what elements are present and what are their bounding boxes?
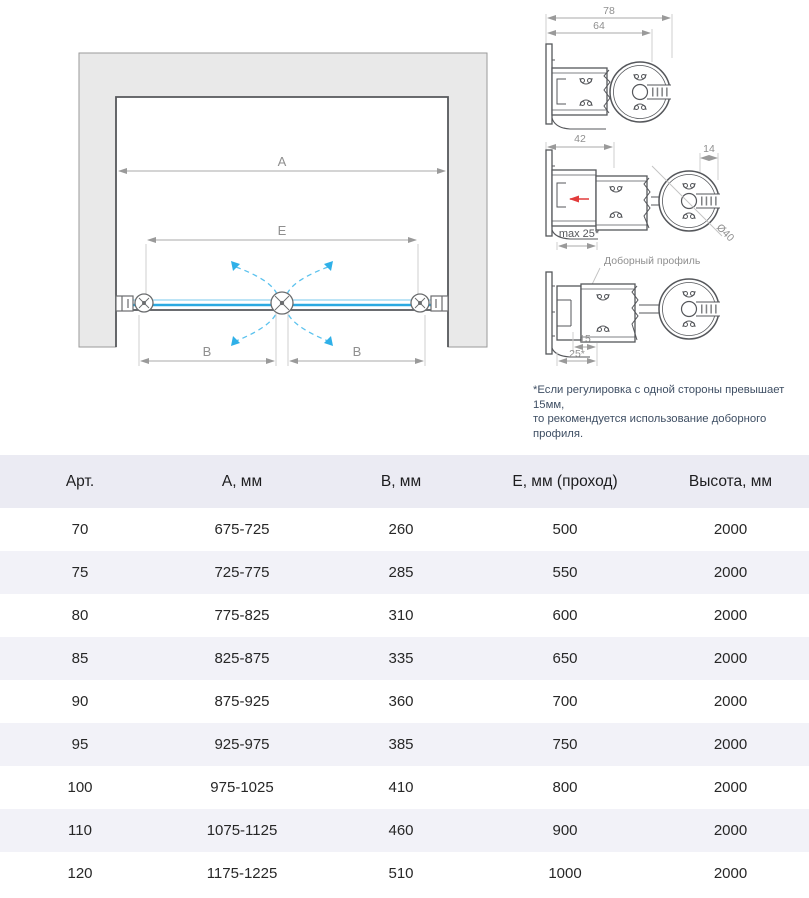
table-cell: 2000 [713,607,748,624]
table-cell: 2000 [713,564,748,581]
table-cell: 285 [388,564,414,581]
table-cell: 775-825 [214,607,270,624]
profile1-dim-78: 78 [603,5,615,17]
table-cell: 725-775 [214,564,270,581]
footnote-line-1: *Если регулировка с одной стороны превышает 15мм, [533,384,785,411]
table-cell: 95 [71,736,89,753]
dimension-a-label: A [277,154,287,169]
table-cell: 310 [388,607,414,624]
table-cell: 120 [67,865,93,882]
table-cell: 460 [388,822,414,839]
profile-section-3 [546,255,721,366]
table-cell: 260 [388,521,414,538]
table-cell: 360 [388,693,414,710]
table-cell: 550 [552,564,578,581]
table-cell: 875-925 [214,693,270,710]
dimension-e-label: E [277,223,287,238]
table-cell: 110 [68,822,92,839]
table-row [0,508,809,551]
table-cell: 975-1025 [210,779,274,796]
profile3-dim-15: 15 [579,333,591,345]
table-cell: 800 [552,779,578,796]
table-cell: 1075-1125 [206,822,278,839]
table-cell: 335 [388,650,414,667]
extension-profile-label: Доборный профиль [604,255,701,267]
profile1-dim-64: 64 [593,20,605,32]
table-cell: 600 [552,607,578,624]
table-cell: 70 [71,521,89,538]
column-header-a: А, мм [221,472,263,490]
profile2-max-adjust-label: max 25* [558,228,600,240]
table-cell: 700 [552,693,578,710]
column-header-e: Е, мм (проход) [512,472,618,490]
extension-profile-shape [557,286,581,340]
table-cell: 825-875 [214,650,270,667]
table-cell: 80 [71,607,89,624]
column-header-art: Арт. [65,472,95,490]
table-cell: 2000 [713,779,748,796]
table-cell: 510 [388,865,414,882]
table-cell: 900 [552,822,578,839]
profile-section-1 [546,5,672,129]
dimension-b-left-label: B [202,344,212,359]
size-table-header [0,455,809,508]
table-cell: 100 [67,779,93,796]
table-cell: 410 [388,779,414,796]
table-cell: 75 [71,564,89,581]
profile3-dim-25: 25* [569,348,585,360]
size-table [0,455,809,895]
dimension-b-left [139,313,276,366]
table-cell: 90 [71,693,89,710]
table-cell: 385 [388,736,414,753]
table-cell: 2000 [713,865,748,882]
table-row [0,680,809,723]
profile2-diameter-label: Ø40 [713,221,737,245]
table-cell: 85 [71,650,89,667]
table-row [0,637,809,680]
dimension-a [119,154,445,171]
table-cell: 500 [552,521,578,538]
profile-section-2 [546,133,737,250]
table-row [0,594,809,637]
table-cell: 2000 [713,521,748,538]
table-cell: 675-725 [214,521,270,538]
table-row [0,723,809,766]
dimension-b-right-label: B [352,344,362,359]
adjustment-footnote [533,383,809,441]
profile2-dim-14: 14 [703,143,715,155]
table-cell: 925-975 [214,736,270,753]
table-cell: 2000 [713,822,748,839]
profile2-dim-42: 42 [574,133,586,145]
column-header-height: Высота, мм [688,472,773,490]
table-cell: 2000 [713,736,748,753]
table-cell: 2000 [713,693,748,710]
table-cell: 750 [552,736,578,753]
table-row [0,766,809,809]
dimension-b-right [288,313,425,366]
table-cell: 2000 [713,650,748,667]
dimension-e [146,223,418,296]
table-cell: 650 [552,650,578,667]
table-row [0,809,809,852]
column-header-b: В, мм [380,472,422,490]
table-cell: 1000 [548,865,582,882]
table-cell: 1175-1225 [206,865,278,882]
table-row [0,551,809,594]
footnote-line-2: то рекомендуется использование доборного профиля. [533,413,767,440]
table-row [0,852,809,895]
